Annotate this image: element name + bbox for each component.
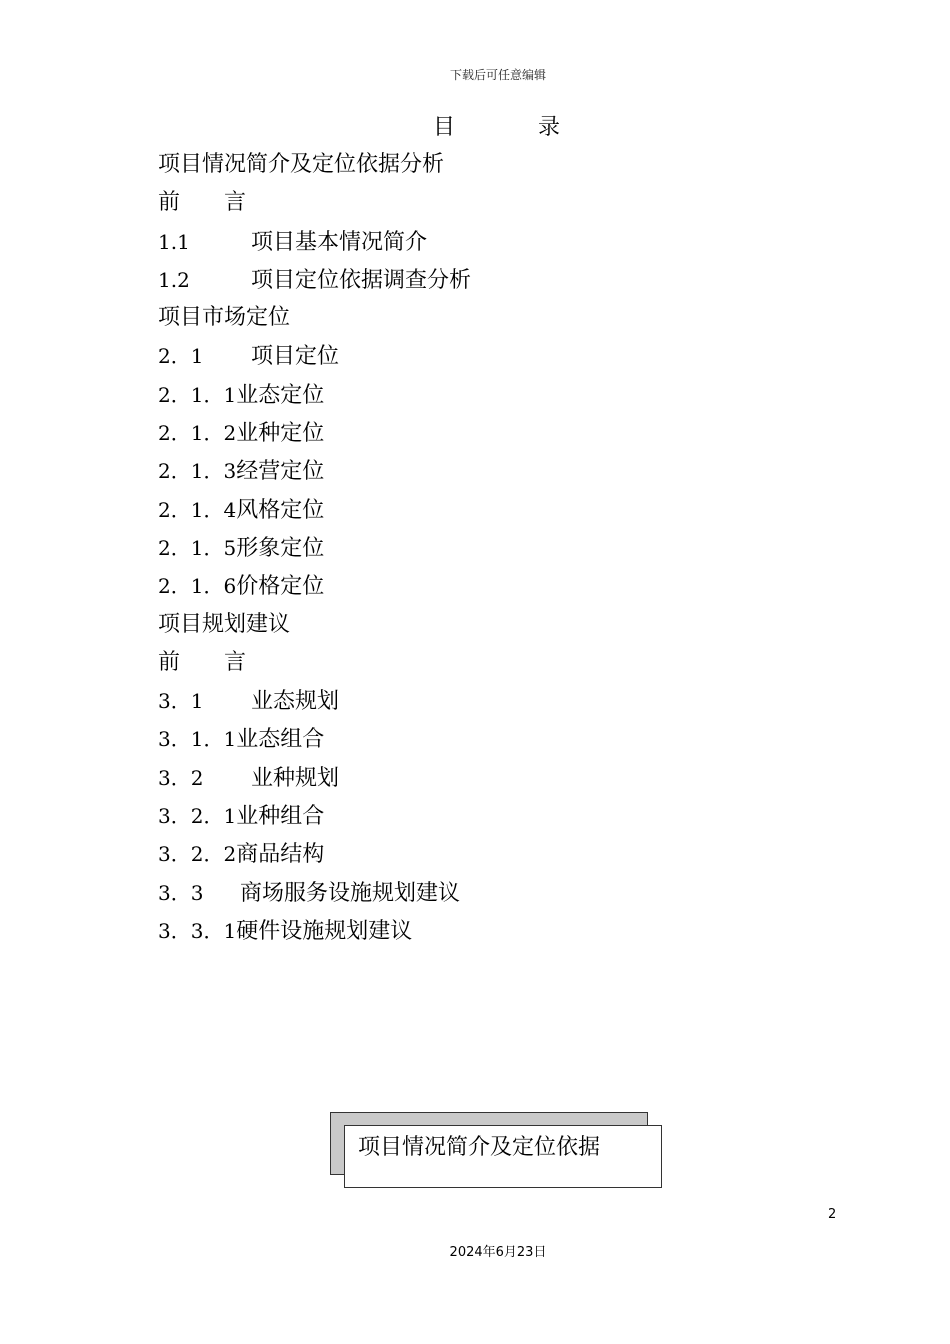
toc-entry[interactable] [158, 414, 471, 452]
toc-entry[interactable] [158, 835, 471, 873]
toc-entry-text: 前 言 [158, 190, 247, 216]
toc-title [433, 110, 560, 141]
toc-entry-text: 硬件设施规划建议 [236, 918, 413, 944]
toc-entry-text: 业种组合 [236, 804, 325, 830]
toc-title-char-2: 录 [538, 115, 561, 140]
toc-entry[interactable] [158, 874, 471, 912]
toc-entry[interactable] [158, 146, 471, 184]
toc-entry[interactable] [158, 682, 471, 720]
toc-entry-text: 商场服务设施规划建议 [240, 880, 461, 906]
toc-entry[interactable] [158, 452, 471, 490]
section-title-box [344, 1125, 662, 1188]
toc-entry[interactable] [158, 529, 471, 567]
toc-entry[interactable] [158, 912, 471, 950]
toc-entry-text: 业态定位 [236, 382, 325, 408]
table-of-contents [158, 146, 471, 950]
toc-entry-text: 项目定位依据调查分析 [251, 267, 472, 293]
toc-entry-number: 3．2 [158, 765, 204, 790]
footer-date: 2024年6月23日 [449, 1245, 547, 1260]
toc-entry[interactable] [158, 644, 471, 682]
toc-entry-text: 项目市场定位 [158, 305, 291, 331]
toc-entry-number: 2．1．4 [158, 497, 237, 522]
toc-entry-number: 2．1．3 [158, 459, 237, 484]
toc-entry-text: 业态规划 [251, 689, 340, 715]
toc-entry-text: 风格定位 [236, 497, 325, 523]
toc-entry-number: 2．1．1 [158, 382, 237, 407]
page-number: 2 [828, 1207, 837, 1222]
header-note: 下载后可任意编辑 [449, 68, 546, 82]
toc-entry-number: 3．1．1 [158, 727, 237, 752]
toc-entry[interactable] [158, 491, 471, 529]
toc-entry-number: 3．1 [158, 689, 204, 714]
toc-entry-text: 价格定位 [236, 574, 325, 600]
section-title-text: 项目情况简介及定位依据 [358, 1135, 601, 1160]
toc-entry[interactable] [158, 797, 471, 835]
toc-entry-number: 1.2 [158, 267, 190, 292]
toc-entry-number: 3．2．2 [158, 842, 237, 867]
toc-entry[interactable] [158, 299, 471, 337]
toc-entry-number: 3．2．1 [158, 804, 237, 829]
toc-entry-text: 商品结构 [236, 842, 325, 868]
toc-entry-number: 2．1．6 [158, 574, 237, 599]
toc-entry-number: 2．1．2 [158, 421, 237, 446]
toc-entry[interactable] [158, 567, 471, 605]
toc-entry[interactable] [158, 759, 471, 797]
toc-entry-number: 1.1 [158, 229, 190, 254]
toc-entry-text: 项目规划建议 [158, 611, 291, 637]
toc-entry-text: 业种定位 [236, 421, 325, 447]
toc-entry[interactable] [158, 223, 471, 261]
toc-entry-number: 3．3 [158, 880, 204, 905]
toc-entry-text: 前 言 [158, 649, 247, 675]
toc-entry[interactable] [158, 184, 471, 222]
toc-entry-number: 2．1．5 [158, 535, 237, 560]
toc-entry[interactable] [158, 261, 471, 299]
toc-entry-number: 3．3．1 [158, 918, 237, 943]
toc-title-char-1: 目 [433, 115, 456, 140]
toc-entry[interactable] [158, 720, 471, 758]
toc-entry[interactable] [158, 606, 471, 644]
toc-entry-text: 经营定位 [236, 459, 325, 485]
toc-entry-text: 形象定位 [236, 535, 325, 561]
toc-entry-text: 项目定位 [251, 344, 340, 370]
toc-entry-text: 业态组合 [236, 727, 325, 753]
toc-entry[interactable] [158, 337, 471, 375]
toc-entry-text: 业种规划 [251, 765, 340, 791]
toc-entry-text: 项目基本情况简介 [251, 229, 428, 255]
toc-entry-number: 2．1 [158, 344, 204, 369]
toc-entry-text: 项目情况简介及定位依据分析 [158, 152, 445, 177]
toc-entry[interactable] [158, 376, 471, 414]
